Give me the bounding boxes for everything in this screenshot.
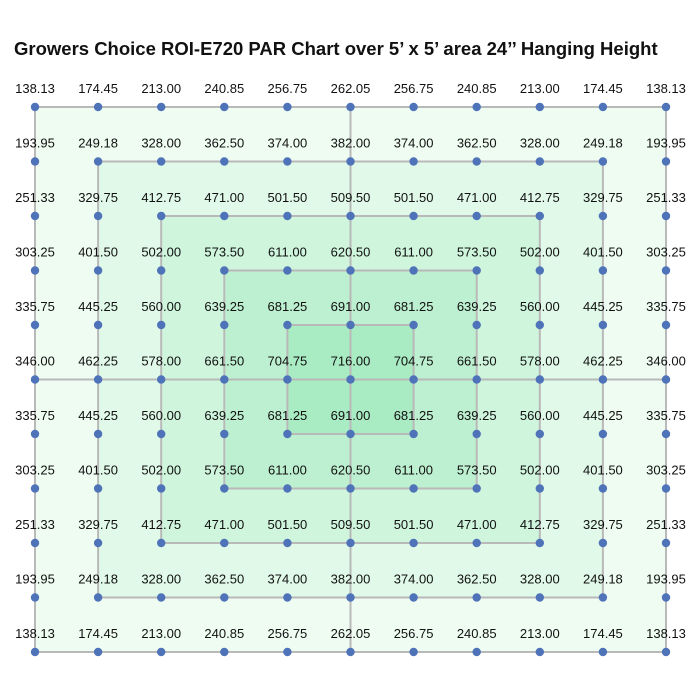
par-value-label: 501.50	[267, 517, 308, 532]
measurement-dot	[536, 212, 544, 220]
par-value-label: 138.13	[15, 81, 55, 96]
par-value-label: 620.50	[330, 462, 371, 478]
measurement-dot	[31, 648, 39, 656]
measurement-dot	[662, 103, 670, 111]
measurement-dot	[157, 539, 165, 547]
measurement-dot	[220, 103, 228, 111]
par-value-label: 213.00	[141, 81, 182, 96]
par-value-label: 213.00	[519, 81, 560, 96]
measurement-dot	[599, 321, 607, 329]
measurement-dot	[346, 375, 354, 383]
par-value-label: 362.50	[204, 571, 245, 587]
measurement-dot	[157, 321, 165, 329]
measurement-dot	[473, 375, 481, 383]
par-value-label: 303.25	[15, 462, 55, 478]
measurement-dot	[599, 212, 607, 220]
par-value-label: 401.50	[78, 462, 118, 478]
measurement-dot	[409, 484, 417, 492]
measurement-dot	[31, 157, 39, 165]
measurement-dot	[473, 539, 481, 547]
measurement-dot	[157, 103, 165, 111]
par-value-label: 240.85	[204, 626, 245, 641]
measurement-dot	[283, 212, 291, 220]
measurement-dot	[599, 593, 607, 601]
par-value-label: 240.85	[456, 626, 497, 641]
measurement-dot	[346, 266, 354, 274]
measurement-dot	[220, 321, 228, 329]
par-value-label: 560.00	[141, 408, 182, 423]
measurement-dot	[662, 593, 670, 601]
par-value-label: 335.75	[15, 408, 55, 423]
measurement-dot	[94, 593, 102, 601]
measurement-dot	[220, 484, 228, 492]
par-value-label: 335.75	[15, 299, 55, 314]
measurement-dot	[409, 266, 417, 274]
par-value-label: 639.25	[204, 299, 245, 314]
par-value-label: 412.75	[141, 190, 182, 205]
par-value-label: 573.50	[204, 244, 245, 260]
measurement-dot	[94, 648, 102, 656]
measurement-dot	[536, 103, 544, 111]
measurement-dot	[473, 648, 481, 656]
par-value-label: 362.50	[456, 571, 497, 587]
measurement-dot	[599, 103, 607, 111]
par-value-label: 401.50	[583, 462, 623, 478]
measurement-dot	[473, 103, 481, 111]
measurement-dot	[473, 593, 481, 601]
measurement-dot	[536, 648, 544, 656]
par-value-label: 329.75	[583, 517, 623, 532]
par-value-label: 213.00	[141, 626, 182, 641]
measurement-dot	[220, 157, 228, 165]
measurement-dot	[599, 157, 607, 165]
par-value-label: 560.00	[519, 408, 560, 423]
par-value-label: 704.75	[393, 353, 434, 369]
par-value-label: 256.75	[267, 81, 308, 96]
par-value-label: 578.00	[519, 353, 560, 369]
par-value-label: 573.50	[456, 244, 497, 260]
par-value-label: 335.75	[646, 408, 686, 423]
measurement-dot	[94, 430, 102, 438]
par-value-label: 502.00	[141, 244, 182, 260]
measurement-dot	[283, 103, 291, 111]
measurement-dot	[220, 593, 228, 601]
measurement-dot	[31, 266, 39, 274]
par-value-label: 240.85	[204, 81, 245, 96]
measurement-dot	[283, 648, 291, 656]
measurement-dot	[409, 539, 417, 547]
par-value-label: 249.18	[78, 135, 118, 151]
par-value-label: 362.50	[456, 135, 497, 151]
par-value-label: 240.85	[456, 81, 497, 96]
par-value-label: 611.00	[394, 244, 433, 260]
par-value-label: 445.25	[78, 408, 118, 423]
measurement-dot	[157, 212, 165, 220]
par-value-label: 251.33	[15, 190, 55, 205]
par-value-label: 611.00	[268, 462, 307, 478]
par-value-label: 412.75	[519, 190, 560, 205]
measurement-dot	[473, 266, 481, 274]
measurement-dot	[599, 430, 607, 438]
par-value-label: 329.75	[583, 190, 623, 205]
measurement-dot	[346, 648, 354, 656]
measurement-dot	[94, 157, 102, 165]
par-value-label: 346.00	[15, 353, 55, 369]
par-value-label: 501.50	[393, 517, 434, 532]
par-value-label: 328.00	[519, 571, 560, 587]
measurement-dot	[283, 375, 291, 383]
par-value-label: 374.00	[393, 571, 434, 587]
par-value-label: 462.25	[78, 353, 118, 369]
measurement-dot	[94, 484, 102, 492]
par-value-label: 681.25	[393, 299, 434, 314]
measurement-dot	[409, 103, 417, 111]
par-value-label: 303.25	[646, 244, 686, 260]
par-value-label: 471.00	[204, 517, 245, 532]
par-value-label: 138.13	[646, 626, 686, 641]
measurement-dot	[409, 157, 417, 165]
par-value-label: 303.25	[646, 462, 686, 478]
measurement-dot	[662, 212, 670, 220]
par-value-label: 193.95	[646, 571, 686, 587]
par-value-label: 193.95	[646, 135, 686, 151]
par-value-label: 174.45	[583, 81, 623, 96]
measurement-dot	[220, 539, 228, 547]
measurement-dot	[283, 484, 291, 492]
measurement-dot	[599, 539, 607, 547]
par-value-label: 401.50	[78, 244, 118, 260]
measurement-dot	[94, 375, 102, 383]
measurement-dot	[662, 321, 670, 329]
par-value-label: 362.50	[204, 135, 245, 151]
par-value-label: 374.00	[393, 135, 434, 151]
par-value-label: 256.75	[267, 626, 308, 641]
par-value-label: 681.25	[267, 299, 308, 314]
par-value-label: 471.00	[204, 190, 245, 205]
par-value-label: 611.00	[268, 244, 307, 260]
par-value-label: 639.25	[456, 408, 497, 423]
measurement-dot	[662, 266, 670, 274]
measurement-dot	[346, 103, 354, 111]
par-value-label: 681.25	[393, 408, 434, 423]
par-value-label: 661.50	[204, 353, 245, 369]
par-value-label: 501.50	[393, 190, 434, 205]
par-value-label: 445.25	[78, 299, 118, 314]
measurement-dot	[473, 430, 481, 438]
measurement-dot	[662, 430, 670, 438]
par-value-label: 256.75	[393, 626, 434, 641]
measurement-dot	[599, 484, 607, 492]
par-value-label: 335.75	[646, 299, 686, 314]
measurement-dot	[31, 539, 39, 547]
measurement-dot	[536, 539, 544, 547]
par-value-label: 412.75	[519, 517, 560, 532]
measurement-dot	[346, 157, 354, 165]
par-value-label: 560.00	[519, 299, 560, 314]
measurement-dot	[346, 321, 354, 329]
par-value-label: 249.18	[583, 135, 623, 151]
measurement-dot	[283, 321, 291, 329]
par-value-label: 213.00	[519, 626, 560, 641]
measurement-dot	[473, 321, 481, 329]
measurement-dot	[536, 430, 544, 438]
par-value-label: 401.50	[583, 244, 623, 260]
par-value-label: 639.25	[204, 408, 245, 423]
par-value-label: 716.00	[330, 353, 371, 369]
measurement-dot	[662, 484, 670, 492]
par-value-label: 262.05	[330, 81, 371, 96]
par-value-label: 328.00	[141, 571, 182, 587]
par-value-label: 193.95	[15, 571, 55, 587]
measurement-dot	[346, 593, 354, 601]
measurement-dot	[283, 157, 291, 165]
par-value-label: 560.00	[141, 299, 182, 314]
par-value-label: 573.50	[456, 462, 497, 478]
par-value-label: 471.00	[456, 190, 497, 205]
measurement-dot	[346, 212, 354, 220]
par-value-label: 412.75	[141, 517, 182, 532]
measurement-dot	[94, 212, 102, 220]
measurement-dot	[409, 375, 417, 383]
measurement-dot	[220, 648, 228, 656]
measurement-dot	[473, 484, 481, 492]
par-value-label: 445.25	[583, 408, 623, 423]
par-value-label: 303.25	[15, 244, 55, 260]
par-value-label: 382.00	[330, 135, 371, 151]
measurement-dot	[157, 648, 165, 656]
measurement-dot	[31, 321, 39, 329]
measurement-dot	[283, 266, 291, 274]
par-value-label: 691.00	[330, 299, 371, 314]
par-value-label: 445.25	[583, 299, 623, 314]
measurement-dot	[346, 430, 354, 438]
par-value-label: 691.00	[330, 408, 371, 423]
measurement-dot	[662, 375, 670, 383]
measurement-dot	[94, 266, 102, 274]
par-value-label: 620.50	[330, 244, 371, 260]
par-value-label: 502.00	[519, 462, 560, 478]
measurement-dot	[283, 593, 291, 601]
par-value-label: 501.50	[267, 190, 308, 205]
measurement-dot	[409, 648, 417, 656]
measurement-dot	[283, 430, 291, 438]
measurement-dot	[31, 484, 39, 492]
measurement-dot	[599, 648, 607, 656]
measurement-dot	[409, 212, 417, 220]
measurement-dot	[31, 212, 39, 220]
measurement-dot	[157, 593, 165, 601]
measurement-dot	[536, 484, 544, 492]
par-value-label: 249.18	[583, 571, 623, 587]
par-value-label: 661.50	[456, 353, 497, 369]
par-value-label: 704.75	[267, 353, 308, 369]
measurement-dot	[220, 430, 228, 438]
measurement-dot	[31, 593, 39, 601]
par-value-label: 328.00	[519, 135, 560, 151]
measurement-dot	[473, 157, 481, 165]
par-value-label: 573.50	[204, 462, 245, 478]
measurement-dot	[220, 266, 228, 274]
par-value-label: 681.25	[267, 408, 308, 423]
measurement-dot	[536, 375, 544, 383]
par-value-label: 328.00	[141, 135, 182, 151]
par-value-label: 329.75	[78, 190, 118, 205]
measurement-dot	[31, 375, 39, 383]
measurement-dot	[31, 103, 39, 111]
measurement-dot	[536, 321, 544, 329]
measurement-dot	[536, 266, 544, 274]
measurement-dot	[599, 375, 607, 383]
measurement-dot	[409, 430, 417, 438]
measurement-dot	[662, 539, 670, 547]
par-value-label: 138.13	[15, 626, 55, 641]
measurement-dot	[283, 539, 291, 547]
par-value-label: 329.75	[78, 517, 118, 532]
par-value-label: 174.45	[583, 626, 623, 641]
measurement-dot	[536, 157, 544, 165]
measurement-dot	[409, 593, 417, 601]
measurement-dot	[94, 321, 102, 329]
measurement-dot	[94, 539, 102, 547]
measurement-dot	[157, 430, 165, 438]
page-title: Growers Choice ROI-E720 PAR Chart over 5’ x 5’ area 24’’ Hanging Height	[14, 38, 658, 59]
par-value-label: 346.00	[646, 353, 686, 369]
measurement-dot	[536, 593, 544, 601]
par-value-label: 138.13	[646, 81, 686, 96]
measurement-dot	[662, 648, 670, 656]
measurement-dot	[157, 266, 165, 274]
par-value-label: 249.18	[78, 571, 118, 587]
par-value-label: 374.00	[267, 571, 308, 587]
par-value-label: 174.45	[78, 626, 118, 641]
par-value-label: 462.25	[583, 353, 623, 369]
measurement-dot	[346, 484, 354, 492]
par-value-label: 262.05	[330, 626, 371, 641]
par-value-label: 502.00	[141, 462, 182, 478]
measurement-dot	[157, 375, 165, 383]
measurement-dot	[473, 212, 481, 220]
par-value-label: 471.00	[456, 517, 497, 532]
par-value-label: 374.00	[267, 135, 308, 151]
measurement-dot	[662, 157, 670, 165]
par-value-label: 251.33	[646, 190, 686, 205]
par-value-label: 639.25	[456, 299, 497, 314]
par-value-label: 509.50	[330, 190, 371, 205]
par-value-label: 256.75	[393, 81, 434, 96]
par-value-label: 502.00	[519, 244, 560, 260]
measurement-dot	[157, 157, 165, 165]
par-value-label: 251.33	[646, 517, 686, 532]
par-value-label: 578.00	[141, 353, 182, 369]
measurement-dot	[31, 430, 39, 438]
measurement-dot	[409, 321, 417, 329]
par-value-label: 382.00	[330, 571, 371, 587]
measurement-dot	[220, 212, 228, 220]
measurement-dot	[599, 266, 607, 274]
measurement-dot	[157, 484, 165, 492]
par-value-label: 251.33	[15, 517, 55, 532]
par-value-label: 193.95	[15, 135, 55, 151]
par-value-label: 509.50	[330, 517, 371, 532]
measurement-dot	[94, 103, 102, 111]
par-value-label: 611.00	[394, 462, 433, 478]
measurement-dot	[220, 375, 228, 383]
par-value-label: 174.45	[78, 81, 118, 96]
measurement-dot	[346, 539, 354, 547]
